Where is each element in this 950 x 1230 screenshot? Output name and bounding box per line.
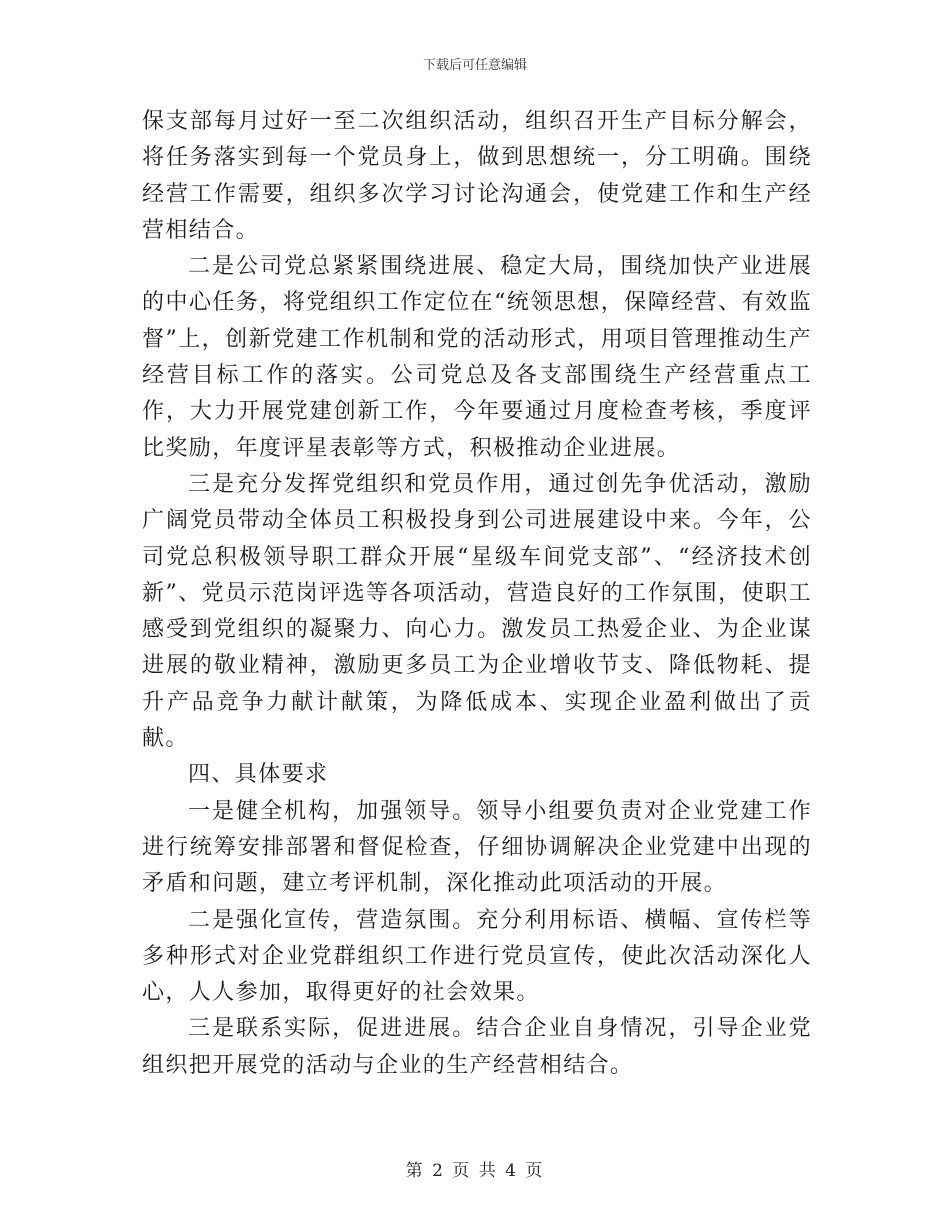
paragraph-requirement-two: 二是强化宣传，营造氛围。充分利用标语、横幅、宣传栏等多种形式对企业党群组织工作进行党员宣传，使此次活动深化人心，人人参加，取得更好的社会效果。	[142, 907, 812, 1006]
paragraph-requirement-one: 一是健全机构，加强领导。领导小组要负责对企业党建工作进行统筹安排部署和督促检查，仔细协调解决企业党建中出现的矛盾和问题，建立考评机制，深化推动此项活动的开展。	[142, 798, 812, 897]
section-heading-requirements: 四、具体要求	[188, 762, 329, 788]
paragraph-requirement-three: 三是联系实际，促进进展。结合企业自身情况，引导企业党组织把开展党的活动与企业的生产经营相结合。	[142, 1016, 812, 1078]
paragraph-continued: 保支部每月过好一至二次组织活动，组织召开生产目标分解会，将任务落实到每一个党员身上，做到思想统一，分工明确。围绕经营工作需要，组织多次学习讨论沟通会，使党建工作和生产经营相结合。	[142, 109, 812, 243]
document-body	[142, 104, 812, 1084]
paragraph-point-three: 三是充分发挥党组织和党员作用，通过创先争优活动，激励广阔党员带动全体员工积极投身到公司进展建设中来。今年，公司党总积极领导职工群众开展“星级车间党支部”、“经济技术创新”、党员示范岗评选等各项活动，营造良好的工作氛围，使职工感受到党组织的凝聚力、向心力。激发员工热爱企业、为企业谋进展的敬业精神，激励更多员工为企业增收节支、降低物耗、提升产品竞争力献计献策，为降低成本、实现企业盈利做出了贡献。	[142, 471, 812, 752]
paragraph-point-two: 二是公司党总紧紧围绕进展、稳定大局，围绕加快产业进展的中心任务，将党组织工作定位在“统领思想，保障经营、有效监督”上，创新党建工作机制和党的活动形式，用项目管理推动生产经营目标工作的落实。公司党总及各支部围绕生产经营重点工作，大力开展党建创新工作，今年要通过月度检查考核，季度评比奖励，年度评星表彰等方式，积极推动企业进展。	[142, 254, 812, 461]
page-number: 第 2 页 共 4 页	[405, 1161, 545, 1181]
page-header: 下载后可任意编辑	[422, 58, 527, 73]
